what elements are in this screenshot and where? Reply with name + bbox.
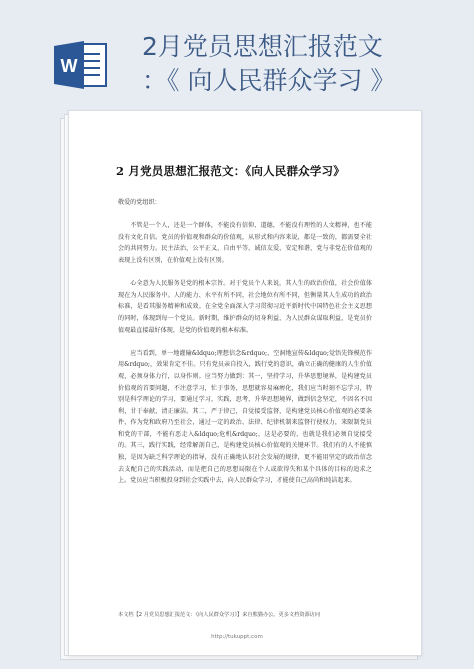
- document-footer-note: [118, 611, 374, 620]
- paragraph: 不管是一个人，还是一个群体，不能没有信仰、道德，不能没有理性的人文精神，也不能没有文化自信。党员的价值观和群众的价值观，从形式和内容来说，都是一致的，都需要全社会的共同努力。民主法治，公平正义，自由平等，诚信友爱，安定和谐，党与非党在价值观的表现上没有区别，在价值观上没有区别。: [118, 222, 372, 264]
- page-title-line1: 2月党员思想汇报范文: [142, 32, 383, 61]
- page-title-line2: ：《 向人民群众学习 》: [142, 66, 396, 95]
- paragraph: 应当看到，单一地灌输&ldquo;理想信念&rdquo;，空洞地宣传&ldquo;觉悟先锋模范作用&rdquo;，效果肯定不佳。只有党员亲自投入，践行党的意识，确立正确的健康的人生价值观，必须身体力行，以身作则。应当努力做到：其一，坚持学习，升华思想境界，是构建党员价值观的首要问题，不注意学习，忙于事务，思想就容易麻痹化，我们应当时刻不忘学习，特别是科学理论的学习，要通过学习，实践，思考，升华思想境界，做到信念坚定，不因名不因利，甘于奉献，清正廉洁。其二，严于律己，自觉接受监督，是构建党员核心价值观的必要条件，作为党和政府乃至社会，通过一定的政治、法律、纪律机制来监督行使权力，来限制党员和党的干部，不能有恶走入&ldquo;危机&rdquo;，这是必要的，也就是我们必须自觉接受的。其三，践行实践，经常解剖自己，是构建党员核心价值观的关键环节。我们有的人不能慎独，是因为缺乏科学理论的指导，没有正确地认识社会发展的规律，更不能用坚定的政治信念去支配自己的实践活动，而是把自己的思想局限在个人或欲得失和某个具体的目标的追求之上。党员应当积极投身到社会实践中去，向人民群众学习，才能使自己高尚和纯洁起来。: [118, 349, 372, 485]
- word-icon-letter: W: [60, 56, 78, 76]
- footer-source-text: 本文档【2 月党员思想汇报范文：《向人民群众学习》】来自熊猫办公。更多文档资源访问: [118, 612, 321, 618]
- footer-link[interactable]: http://tukuppt.com: [211, 634, 263, 640]
- header: [0, 0, 474, 122]
- word-document-icon: [54, 40, 108, 90]
- paragraph: 心全意为人民服务是党的根本宗旨。对于党员个人来说，其人生的政治价值，社会价值体现在为人民服务中。人的能力、水平有所不同，社会地位有所不同，但衡量其人生成功的政治标准，是看其服务精神和成效。在全党全面深入学习贯彻习近平新时代中国特色社会主义思想的同时，体现到每一个党员。新时期，维护群众的切身利益，为人民群众谋取利益，是党员价值观最直接最好体现，是党的价值观的根本标准。: [118, 280, 372, 334]
- salutation: 敬爱的党组织：: [118, 199, 161, 206]
- document-body: [118, 197, 372, 487]
- document-title: 2 月党员思想汇报范文：《向人民群众学习》: [116, 164, 345, 178]
